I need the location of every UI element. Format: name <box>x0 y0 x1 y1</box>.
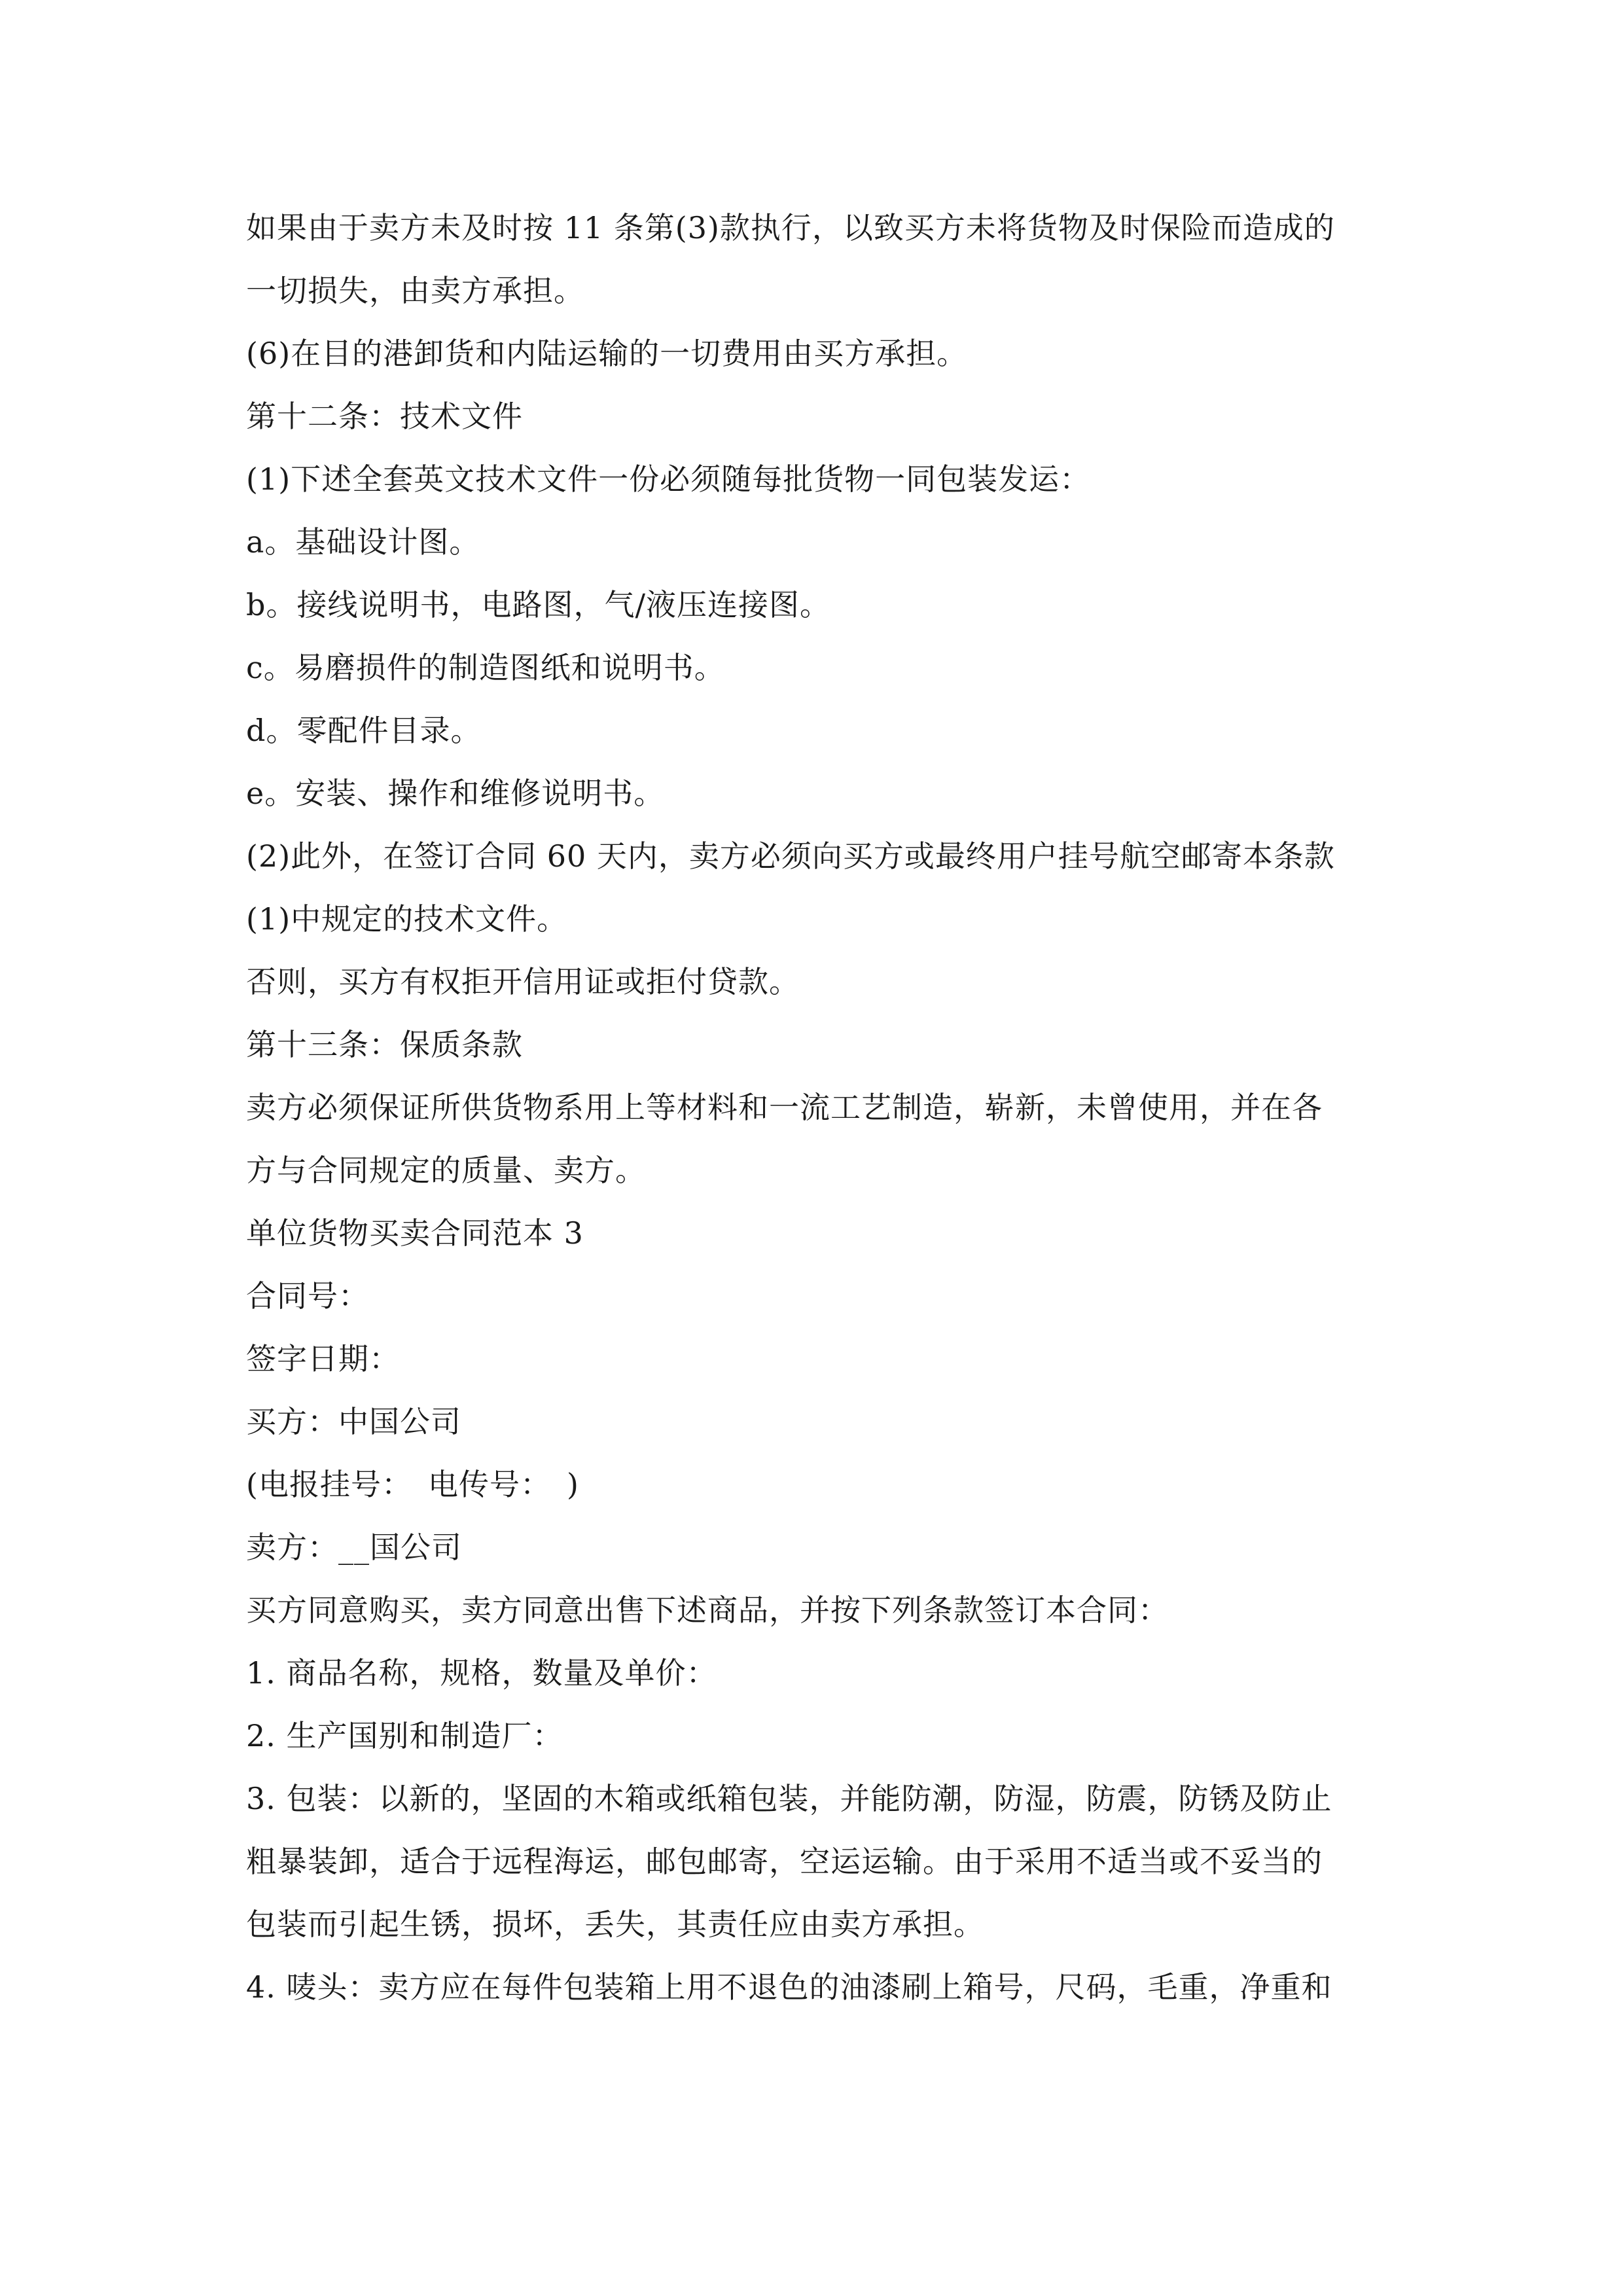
text-line: 粗暴装卸，适合于远程海运，邮包邮寄，空运运输。由于采用不适当或不妥当的 <box>246 1844 1323 1879</box>
text-line: 方与合同规定的质量、卖方。 <box>246 1153 646 1188</box>
text-line: (1)中规定的技术文件。 <box>246 901 568 937</box>
text-line: 买方同意购买，卖方同意出售下述商品，并按下列条款签订本合同： <box>246 1592 1169 1628</box>
list-item: 3. 包装：以新的，坚固的木箱或纸箱包装，并能防潮，防湿，防震，防锈及防止 <box>246 1781 1332 1816</box>
text-line: (1)下述全套英文技术文件一份必须随每批货物一同包装发运： <box>246 461 1091 497</box>
buyer-contact: (电报挂号： 电传号： ) <box>246 1467 579 1502</box>
text-line: 如果由于卖方未及时按 11 条第(3)款执行，以致买方未将货物及时保险而造成的 <box>246 210 1335 245</box>
signing-date: 签字日期： <box>246 1341 400 1376</box>
list-item: e。安装、操作和维修说明书。 <box>246 776 665 811</box>
list-item: 4. 唛头：卖方应在每件包装箱上用不退色的油漆刷上箱号，尺码，毛重，净重和 <box>246 1969 1332 2005</box>
section-heading: 第十三条：保质条款 <box>246 1027 523 1062</box>
text-line: 一切损失，由卖方承担。 <box>246 273 584 308</box>
text-line: (6)在目的港卸货和内陆运输的一切费用由买方承担。 <box>246 336 968 371</box>
list-item: b。接线说明书，电路图，气/液压连接图。 <box>246 587 830 622</box>
text-line: 否则，买方有权拒开信用证或拒付贷款。 <box>246 964 800 999</box>
document-title: 单位货物买卖合同范本 3 <box>246 1215 584 1251</box>
text-line: 包装而引起生锈，损坏，丢失，其责任应由卖方承担。 <box>246 1907 984 1942</box>
list-item: 1. 商品名称，规格，数量及单价： <box>246 1655 717 1691</box>
seller: 卖方：__国公司 <box>246 1530 462 1565</box>
contract-number: 合同号： <box>246 1278 369 1314</box>
list-item: a。基础设计图。 <box>246 524 480 560</box>
list-item: c。易磨损件的制造图纸和说明书。 <box>246 650 725 685</box>
section-heading: 第十二条：技术文件 <box>246 399 523 434</box>
text-line: (2)此外，在签订合同 60 天内，卖方必须向买方或最终用户挂号航空邮寄本条款 <box>246 838 1335 874</box>
text-line: 卖方必须保证所供货物系用上等材料和一流工艺制造，崭新，未曾使用，并在各 <box>246 1090 1323 1125</box>
document-body <box>246 196 1391 2018</box>
list-item: d。零配件目录。 <box>246 713 482 748</box>
list-item: 2. 生产国别和制造厂： <box>246 1718 563 1753</box>
buyer: 买方：中国公司 <box>246 1404 461 1439</box>
